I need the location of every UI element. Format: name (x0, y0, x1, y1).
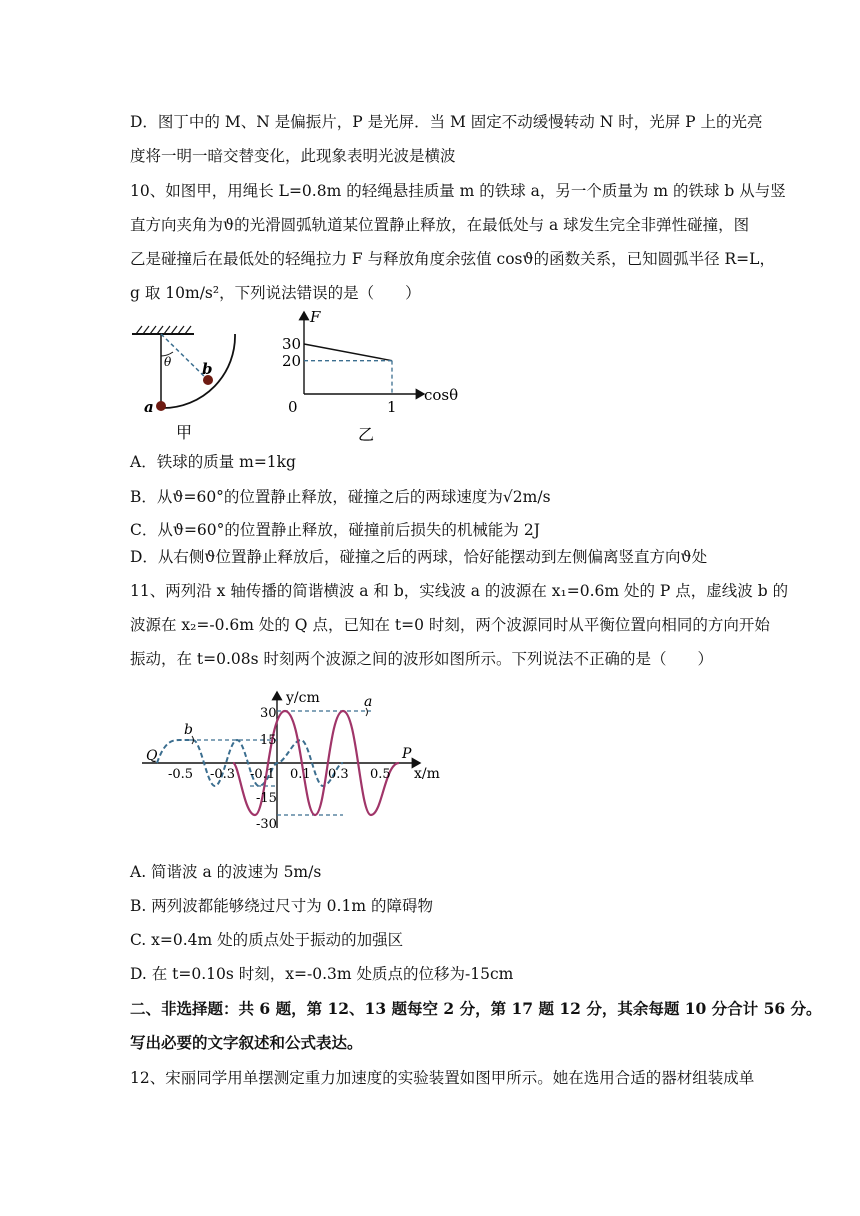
circular-track (163, 334, 235, 408)
q10-stem-line3: 乙是碰撞后在最低处的轻绳拉力 F 与释放角度余弦值 cosϑ的函数关系，已知圆弧半径 R=L， (130, 250, 775, 268)
q10-figure-yi-chart (278, 308, 468, 444)
x-tick-05: 0.5 (370, 767, 391, 782)
tick-20: 20 (282, 352, 302, 370)
q10-stem-line2: 直方向夹角为ϑ的光滑圆弧轨道某位置静止释放，在最低处与 a 球发生完全非弹性碰撞，图 (130, 216, 750, 234)
point-Q-label: Q (146, 748, 158, 764)
ball-a-label: a (144, 398, 154, 416)
q10-stem-line4: g 取 10m/s²，下列说法错误的是（ ） (130, 284, 421, 302)
q10-figure-jia (128, 322, 253, 442)
y-tick-minus15: -15 (256, 791, 277, 806)
x-tick-neg03: -0.3 (210, 767, 236, 782)
q11-wave-figure (140, 688, 450, 834)
point-P-label: P (402, 746, 412, 762)
x-axis-label: x/m (414, 766, 440, 782)
q11-option-a: A. 简谐波 a 的波速为 5m/s (130, 863, 322, 881)
x-tick-03: 0.3 (328, 767, 349, 782)
tick-1: 1 (387, 398, 397, 416)
q11-option-d: D. 在 t=0.10s 时刻，x=-0.3m 处质点的位移为-15cm (130, 965, 514, 983)
q11-stem-line2: 波源在 x₂=-0.6m 处的 Q 点，已知在 t=0 时刻，两个波源同时从平衡位置向相同的方向开始 (130, 616, 770, 634)
tick-0: 0 (288, 398, 298, 416)
q11-stem-line1: 11、两列沿 x 轴传播的简谐横波 a 和 b，实线波 a 的波源在 x₁=0.6m 处的 P 点，虚线波 b 的 (130, 582, 789, 600)
q12-stem-line1: 12、宋丽同学用单摆测定重力加速度的实验装置如图甲所示。她在选用合适的器材组装成单 (130, 1069, 755, 1087)
ball-a (156, 401, 166, 411)
caption-yi: 乙 (358, 425, 375, 444)
wave-b-label: b (184, 722, 193, 738)
x-tick-01: 0.1 (290, 767, 311, 782)
q11-stem-line3: 振动，在 t=0.08s 时刻两个波源之间的波形如图所示。下列说法不正确的是（ ） (130, 650, 714, 668)
caption-jia: 甲 (176, 423, 193, 442)
q10-option-a: A．铁球的质量 m=1kg (130, 453, 296, 471)
section2-heading-line2: 写出必要的文字叙述和公式表达。 (130, 1033, 363, 1052)
x-tick-neg05: -0.5 (168, 767, 194, 782)
q10-option-c: C．从ϑ=60°的位置静止释放，碰撞前后损失的机械能为 2J (130, 521, 540, 539)
data-line (304, 344, 392, 361)
q10-option-d: D．从右侧ϑ位置静止释放后，碰撞之后的两球，恰好能摆动到左侧偏离竖直方向ϑ处 (130, 548, 708, 566)
q9-option-d-line2: 度将一明一暗交替变化，此现象表明光波是横波 (130, 147, 456, 165)
y-axis-label: F (310, 308, 321, 326)
y-tick-15: 15 (260, 733, 277, 748)
tick-30: 30 (282, 335, 302, 353)
x-tick-neg01: -0.1 (250, 767, 276, 782)
ball-b-label: b (202, 360, 213, 378)
y-tick-30: 30 (260, 706, 277, 721)
section2-heading-line1: 二、非选择题：共 6 题，第 12、13 题每空 2 分，第 17 题 12 分，其余每题 10 分合计 56 分。 (130, 999, 822, 1018)
q11-option-b: B. 两列波都能够绕过尺寸为 0.1m 的障碍物 (130, 897, 433, 915)
q9-option-d-line1: D．图丁中的 M、N 是偏振片，P 是光屏．当 M 固定不动缓慢转动 N 时，光屏 P 上的光亮 (130, 113, 763, 131)
q11-option-c: C. x=0.4m 处的质点处于振动的加强区 (130, 931, 404, 949)
x-axis-label: cosθ (424, 386, 459, 404)
q10-option-b: B．从ϑ=60°的位置静止释放，碰撞之后的两球速度为√2m/s (130, 488, 551, 506)
theta-label: θ (164, 355, 172, 369)
q10-stem-line1: 10、如图甲，用绳长 L=0.8m 的轻绳悬挂质量 m 的铁球 a，另一个质量为 m 的铁球 b 从与竖 (130, 182, 786, 200)
y-tick-minus30: -30 (256, 817, 277, 832)
y-axis-label: y/cm (286, 690, 320, 706)
wave-a-label: a (364, 694, 373, 710)
